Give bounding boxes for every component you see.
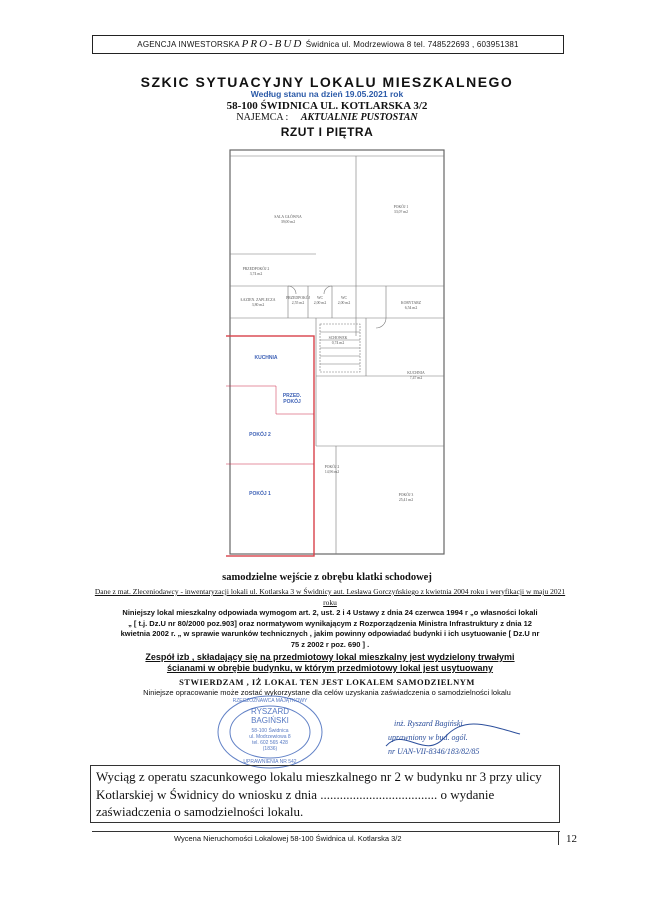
room-area: 2,55 m2	[291, 301, 305, 305]
room-area: 7,47 m2	[409, 376, 423, 380]
unit-room1-label: POKÓJ 1	[249, 491, 271, 497]
room-label: KUCHNIA	[407, 371, 425, 375]
agency-contact: Świdnica ul. Modrzewiowa 8 tel. 748522693 , 603951381	[305, 40, 519, 49]
room-area: 2,00 m2	[313, 301, 327, 305]
room-label: POKÓJ 1	[393, 205, 409, 209]
stamp-name1: RYSZARD	[250, 707, 290, 716]
room-label: ŁAZIEN. ZAPLECZA	[240, 298, 276, 302]
official-stamp	[206, 690, 346, 770]
footer-text: Wycena Nieruchomości Lokalowej 58-100 Świdnica ul. Kotlarska 3/2	[174, 834, 402, 843]
room-area: 14,96 m2	[324, 470, 340, 474]
room-area: 3,74 m2	[249, 272, 263, 276]
stamp-line: (1836)	[262, 746, 278, 752]
legal-compliance: Niniejszy lokal mieszkalny odpowiada wymogom art. 2, ust. 2 i 4 Ustawy z dnia 24 czerwca 1994 r „o własności lokali „ [ t.j. Dz.U nr 80/2000 poz.903] oraz normatywom wynikającym z Rozporządzenia Ministra Infrastruktury z dnia 12 kwietnia 2002 r. „ w sprawie warunków technicznych , jakim powinny odpowiadać budynki i ich usytuowanie [ Dz.U nr 75 z 2002 r poz. 690 ] .	[120, 608, 540, 649]
floor-plan	[226, 146, 446, 564]
room-area: 25,41 m2	[398, 498, 414, 502]
stamp-ring: RZECZOZNAWCA MAJĄTKOWY	[232, 698, 308, 704]
document-title: SZKIC SYTUACYJNY LOKALU MIESZKALNEGO	[140, 74, 514, 90]
room-label: WC	[340, 296, 348, 300]
separation-note: Zespół izb , składający się na przedmiotowy lokal mieszkalny jest wydzielony trwałymi ścianami w obrębie budynku, w którym przedmiotowy lokal jest usytuowany	[145, 652, 515, 673]
unit-hall-label: PRZED.	[282, 393, 302, 399]
unit-hall-label-2: POKÓJ	[283, 399, 301, 405]
highlighted-unit-outline	[226, 336, 314, 556]
stamp-line: tel. 602 565 428	[252, 740, 288, 746]
entrance-note: samodzielne wejście z obrębu klatki schodowej	[222, 572, 432, 583]
room-label: POKÓJ 3	[398, 493, 414, 497]
signature-line1: inż. Ryszard Bagiński	[394, 719, 463, 728]
signature-block	[384, 716, 524, 768]
room-area: 2,00 m2	[337, 301, 351, 305]
stamp-bottom: UPRAWNIENIA NR 542	[243, 759, 297, 765]
stamp-name2: BAGIŃSKI	[251, 716, 289, 725]
stamp-line: 58-100 Świdnica	[251, 728, 289, 734]
data-source: Dane z mat. Zleceniodawcy - inwentaryzacji lokali ul. Kotlarska 3 w Świdnicy aut. Lesława Gorczyńskiego z kwietnia 2004 roku i weryfikacji w maju 2021 roku	[94, 587, 566, 607]
tenant-value: AKTUALNIE PUSTOSTAN	[300, 112, 418, 123]
footer-divider	[558, 831, 559, 845]
tenant-line	[0, 112, 654, 123]
agency-prefix: AGENCJA INWESTORSKA	[137, 40, 240, 49]
state-date: Według stanu na dzień 19.05.2021 rok	[250, 89, 404, 99]
room-label: PRZEDPOKÓJ	[286, 296, 310, 300]
stamp-line: ul. Modrzewiowa 8	[249, 734, 291, 740]
tenant-label: NAJEMCA :	[236, 112, 289, 123]
unit-room2-label: POKÓJ 2	[249, 432, 271, 438]
room-label: POKÓJ 2	[324, 465, 340, 469]
agency-header	[92, 38, 564, 50]
room-area: 0,74 m2	[331, 341, 345, 345]
signature-line2: uprawniony w bud. ogól.	[388, 733, 468, 742]
signature-line3: nr UAN-VII-8346/183/82/85	[388, 747, 480, 756]
address: 58-100 ŚWIDNICA UL. KOTLARSKA 3/2	[226, 100, 428, 112]
page-number: 12	[566, 833, 577, 845]
unit-kitchen-label: KUCHNIA	[254, 355, 278, 361]
footer-rule	[92, 831, 560, 832]
extract-text: Wyciąg z operatu szacunkowego lokalu mieszkalnego nr 2 w budynku nr 3 przy ulicy Kotlarskiej w Świdnicy do wniosku z dnia .................................... o wydanie zaświadczenia o samodzielności lokalu.	[96, 769, 542, 819]
agency-brand: PRO-BUD	[241, 38, 304, 50]
room-area: 33,0? m2	[393, 210, 409, 214]
usage-note: Niniejsze opracowanie może zostać wykorzystane dla celów uzyskania zaświadczenia o samodzielności lokalu	[143, 688, 511, 697]
room-label: PRZEDPOKÓJ 2	[242, 267, 270, 271]
room-label: SCHOWEK	[328, 336, 348, 340]
independence-statement: STWIERDZAM , IŻ LOKAL TEN JEST LOKALEM SAMODZIELNYM	[179, 677, 475, 687]
floor-title: RZUT I PIĘTRA	[280, 125, 374, 139]
room-area: 39,00 m2	[280, 220, 296, 224]
room-label: SALA GŁÓWNA	[274, 215, 302, 219]
room-area: 6,54 m2	[404, 306, 418, 310]
room-label: WC	[316, 296, 324, 300]
room-label: KORYTARZ	[400, 301, 422, 305]
room-area: 3,80 m2	[251, 303, 265, 307]
